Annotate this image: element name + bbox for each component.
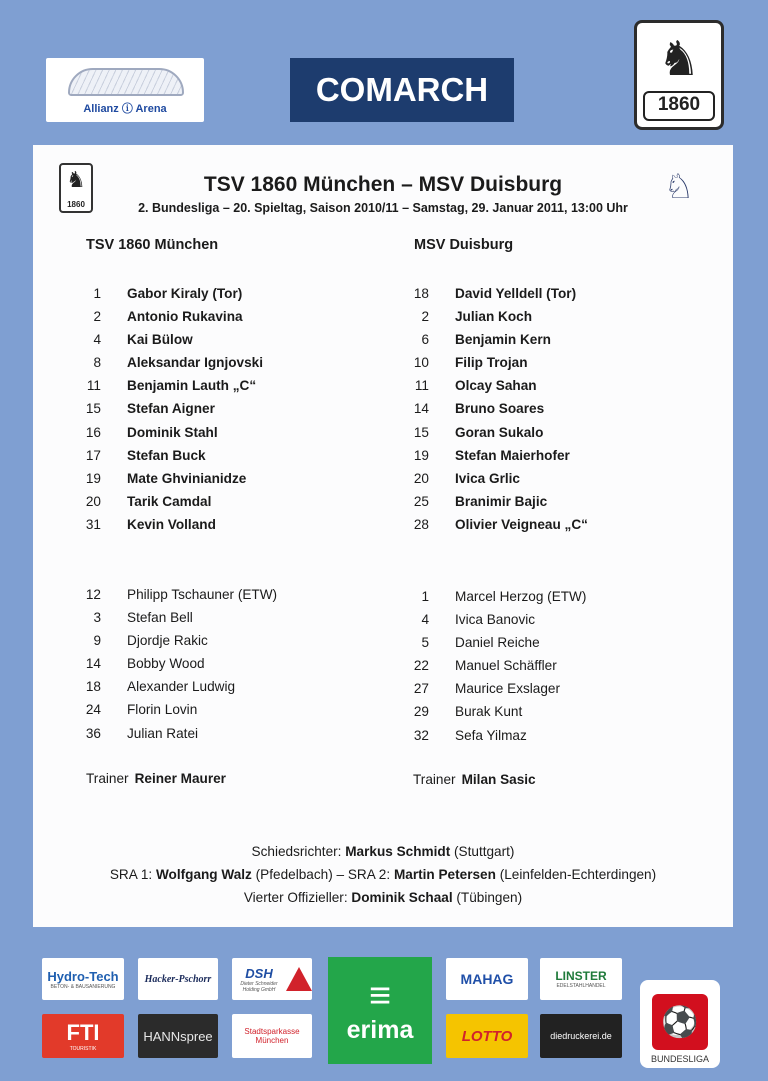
player-number: 5: [421, 635, 429, 651]
home-team-name: TSV 1860 München: [86, 237, 219, 253]
diedruckerei-logo: diedruckerei.de: [540, 1014, 622, 1058]
fti-logo: FTI TOURISTIK: [42, 1014, 124, 1058]
triangle-icon: [286, 967, 312, 991]
player-name: Djordje Rakic: [127, 633, 208, 649]
player-row: [393, 608, 693, 631]
mahag-logo: MAHAG: [446, 958, 528, 1000]
player-name: Olivier Veigneau „C“: [455, 516, 588, 532]
player-name: Olcay Sahan: [455, 378, 537, 394]
player-row: [393, 374, 693, 397]
player-name: Gabor Kiraly (Tor): [127, 286, 243, 301]
player-row: [393, 585, 693, 608]
player-name: Stefan Bell: [127, 610, 193, 626]
player-name: Benjamin Lauth „C“: [127, 378, 257, 394]
player-number: 2: [93, 309, 101, 325]
player-number: 9: [93, 633, 101, 649]
player-row: [393, 700, 693, 723]
player-name: Filip Trojan: [455, 355, 528, 371]
player-name: David Yelldell (Tor): [455, 286, 577, 301]
player-name: Kevin Volland: [127, 516, 216, 532]
match-subtitle: 2. Bundesliga – 20. Spieltag, Saison 2010/11 – Samstag, 29. Januar 2011, 13:00 Uhr: [138, 201, 628, 215]
crest-year: 1860: [643, 91, 715, 121]
assistant-referees-line: SRA 1: Wolfgang Walz (Pfedelbach) – SRA 2: Martin Petersen (Leinfelden-Echterdingen): [109, 867, 657, 882]
player-name: Florin Lovin: [127, 702, 198, 718]
player-row: [65, 513, 365, 536]
player-number: 11: [86, 378, 101, 394]
tsv-1860-crest: [634, 20, 724, 130]
player-name: Tarik Camdal: [127, 493, 212, 509]
stadtsparkasse-logo: Stadtsparkasse München: [232, 1014, 312, 1058]
player-number: 3: [93, 610, 101, 626]
player-number: 24: [85, 702, 101, 718]
player-row: [393, 397, 693, 420]
player-name: Stefan Maierhofer: [455, 447, 570, 463]
player-number: 14: [85, 656, 101, 672]
player-number: 12: [85, 587, 101, 602]
player-name: Manuel Schäffler: [455, 658, 557, 674]
player-row: [65, 328, 365, 351]
player-name: Stefan Buck: [127, 447, 206, 463]
referee-name: Markus Schmidt: [345, 844, 451, 859]
fourth-official-line: Vierter Offizieller: Dominik Schaal (Tübingen): [243, 890, 523, 905]
player-row: [393, 724, 693, 747]
lotto-logo: LOTTO: [446, 1014, 528, 1058]
player-number: 22: [413, 658, 429, 674]
player-number: 27: [413, 681, 429, 697]
hacker-pschorr-logo: Hacker-Pschorr: [138, 958, 218, 1000]
lion-icon: ♞: [66, 167, 86, 192]
lineup-sheet: [33, 145, 733, 927]
player-number: 36: [85, 725, 101, 741]
player-number: 19: [85, 470, 101, 486]
player-row: [65, 675, 365, 698]
player-row: [393, 305, 693, 328]
player-name: Kai Bülow: [127, 332, 193, 348]
player-number: 4: [421, 612, 429, 628]
player-number: 11: [414, 378, 429, 394]
referee-line: Schiedsrichter: Markus Schmidt (Stuttgart): [251, 844, 515, 859]
erima-mark-icon: ≡: [368, 975, 392, 1017]
player-number: 16: [85, 424, 101, 440]
fourth-official-name: Dominik Schaal: [351, 890, 453, 905]
player-name: Marcel Herzog (ETW): [455, 589, 587, 604]
zebra-icon: ♘: [663, 168, 695, 206]
player-name: Ivica Grlic: [455, 470, 520, 486]
player-name: Antonio Rukavina: [127, 309, 243, 325]
trainer-name: Reiner Maurer: [134, 771, 226, 786]
match-title: TSV 1860 München – MSV Duisburg: [203, 173, 563, 196]
player-row: [393, 467, 693, 490]
home-trainer: [86, 771, 226, 786]
sra2-name: Martin Petersen: [393, 867, 496, 882]
crest-year: 1860: [67, 200, 85, 209]
bundesliga-logo: ⚽ BUNDESLIGA: [640, 980, 720, 1068]
player-name: Goran Sukalo: [455, 424, 544, 440]
player-row: [65, 351, 365, 374]
home-subs-list: [65, 583, 365, 745]
player-row: [65, 698, 365, 721]
player-number: 18: [85, 679, 101, 695]
trainer-label: Trainer: [413, 772, 456, 787]
player-name: Sefa Yilmaz: [455, 727, 527, 743]
player-name: Branimir Bajic: [455, 493, 548, 509]
player-name: Daniel Reiche: [455, 635, 540, 651]
player-row: [65, 583, 365, 606]
player-row: [65, 606, 365, 629]
trainer-label: Trainer: [86, 771, 129, 786]
player-number: 25: [413, 493, 429, 509]
player-name: Julian Koch: [455, 309, 533, 325]
player-row: [65, 282, 365, 305]
player-number: 20: [413, 470, 429, 486]
player-row: [65, 305, 365, 328]
player-name: Aleksandar Ignjovski: [127, 355, 263, 371]
player-number: 19: [413, 447, 429, 463]
allianz-arena-logo: [46, 58, 204, 122]
lion-icon: ♞: [657, 33, 701, 86]
player-row: [393, 490, 693, 513]
player-number: 15: [413, 424, 429, 440]
player-row: [65, 490, 365, 513]
sra1-name: Wolfgang Walz: [155, 867, 252, 882]
player-number: 10: [413, 355, 429, 371]
player-name: Dominik Stahl: [127, 424, 218, 440]
player-row: [393, 351, 693, 374]
player-number: 28: [413, 516, 429, 532]
trainer-name: Milan Sasic: [461, 772, 536, 787]
player-row: [65, 421, 365, 444]
away-team-name: MSV Duisburg: [414, 237, 514, 253]
player-number: 6: [421, 332, 429, 348]
player-row: [65, 467, 365, 490]
home-starters-list: [65, 282, 365, 536]
player-number: 8: [93, 355, 101, 371]
player-name: Mate Ghvinianidze: [127, 470, 247, 486]
hannspree-logo: HANNspree: [138, 1014, 218, 1058]
player-row: [65, 722, 365, 745]
erima-logo: ≡ erima: [328, 957, 432, 1064]
player-name: Burak Kunt: [455, 704, 523, 720]
dsh-logo: DSH Dieter Schneider Holding GmbH: [232, 958, 312, 1000]
player-row: [65, 629, 365, 652]
away-subs-list: [393, 585, 693, 747]
player-name: Ivica Banovic: [455, 612, 536, 628]
bundesliga-player-icon: ⚽: [652, 994, 708, 1050]
player-name: Julian Ratei: [127, 725, 199, 741]
comarch-logo: COMARCH: [290, 58, 514, 122]
player-name: Benjamin Kern: [455, 332, 551, 348]
player-name: Alexander Ludwig: [127, 679, 236, 695]
arena-dome-icon: [68, 68, 184, 96]
player-row: [393, 444, 693, 467]
player-name: Bobby Wood: [127, 656, 205, 672]
away-starters-list: [393, 282, 693, 536]
player-number: 2: [421, 309, 429, 325]
player-name: Bruno Soares: [455, 401, 545, 417]
player-row: [393, 677, 693, 700]
player-number: 17: [85, 447, 101, 463]
linster-logo: LINSTER EDELSTAHLHANDEL: [540, 958, 622, 1000]
allianz-arena-label: Allianz ⓘ Arena: [83, 103, 167, 115]
player-row: [393, 654, 693, 677]
player-number: 4: [93, 332, 101, 348]
player-name: Philipp Tschauner (ETW): [127, 587, 278, 602]
player-row: [393, 421, 693, 444]
player-number: 20: [85, 493, 101, 509]
player-number: 32: [413, 727, 429, 743]
player-number: 14: [413, 401, 429, 417]
player-row: [393, 328, 693, 351]
player-number: 1: [93, 286, 101, 301]
player-number: 1: [421, 589, 429, 604]
player-number: 18: [413, 286, 429, 301]
player-row: [393, 282, 693, 305]
player-number: 15: [85, 401, 101, 417]
player-row: [65, 652, 365, 675]
away-trainer: [413, 772, 536, 787]
player-number: 29: [413, 704, 429, 720]
hydro-tech-logo: Hydro-Tech BETON- & BAUSANIERUNG: [42, 958, 124, 1000]
player-row: [65, 397, 365, 420]
player-name: Maurice Exslager: [455, 681, 561, 697]
player-row: [393, 513, 693, 536]
player-number: 31: [85, 516, 101, 532]
player-name: Stefan Aigner: [127, 401, 215, 417]
player-row: [393, 631, 693, 654]
player-row: [65, 444, 365, 467]
player-row: [65, 374, 365, 397]
